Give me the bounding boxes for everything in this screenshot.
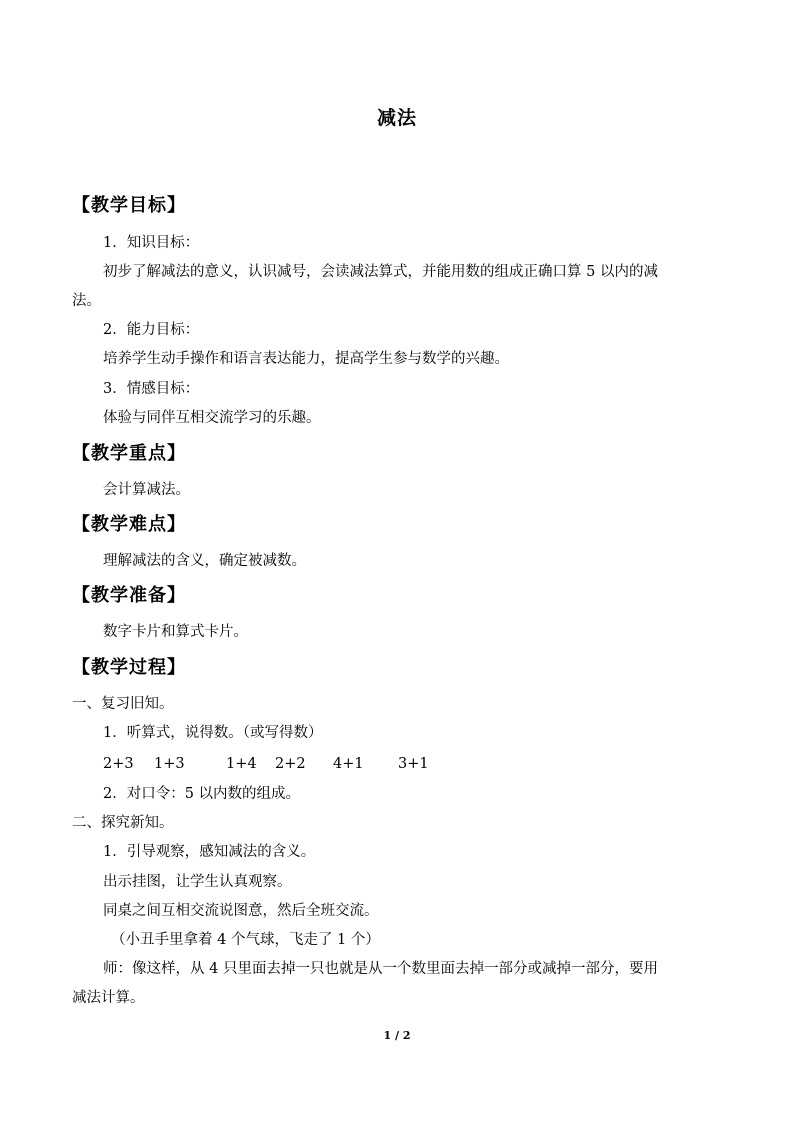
expression-item: 4+1 — [333, 756, 364, 772]
expression-item: 1+3 — [154, 756, 185, 772]
heading-key-points: 【教学重点】 — [72, 443, 186, 464]
objective-2-text: 培养学生动手操作和语言表达能力，提高学生参与数学的兴趣。 — [103, 351, 509, 367]
objective-1-text-line2: 法。 — [72, 293, 101, 309]
expression-item: 2+3 — [103, 756, 134, 772]
document-title: 减法 — [376, 107, 417, 129]
expression-item: 1+4 — [226, 756, 257, 772]
process-part1-title: 一、复习旧知。 — [72, 696, 174, 712]
key-points-text: 会计算减法。 — [103, 482, 190, 498]
process-part2-line2: 同桌之间互相交流说图意，然后全班交流。 — [103, 903, 379, 919]
preparation-text: 数字卡片和算式卡片。 — [103, 624, 248, 640]
expression-row — [103, 756, 443, 776]
heading-process: 【教学过程】 — [72, 657, 186, 678]
objective-1-label: 1．知识目标： — [103, 235, 200, 251]
expression-item: 2+2 — [275, 756, 306, 772]
process-part2-line5: 减法计算。 — [72, 990, 145, 1006]
heading-preparation: 【教学准备】 — [72, 585, 186, 606]
process-part1-item1: 1．听算式，说得数。（或写得数） — [103, 725, 323, 741]
process-part2-title: 二、探究新知。 — [72, 815, 174, 831]
objective-1-text-line1: 初步了解减法的意义，认识减号，会读减法算式，并能用数的组成正确口算 5 以内的减 — [103, 264, 658, 280]
expression-item: 3+1 — [398, 756, 429, 772]
difficulties-text: 理解减法的含义，确定被减数。 — [103, 553, 306, 569]
objective-2-label: 2．能力目标： — [103, 322, 200, 338]
objective-3-text: 体验与同伴互相交流学习的乐趣。 — [103, 410, 321, 426]
heading-difficulties: 【教学难点】 — [72, 514, 186, 535]
process-part2-line1: 出示挂图，让学生认真观察。 — [103, 874, 292, 890]
page-number: 1 / 2 — [383, 1029, 411, 1042]
process-part1-item2: 2．对口令：5 以内数的组成。 — [103, 786, 301, 802]
process-part2-line4: 师：像这样，从 4 只里面去掉一只也就是从一个数里面去掉一部分或减掉一部分，要用 — [103, 961, 658, 977]
objective-3-label: 3．情感目标： — [103, 381, 200, 397]
process-part2-line3: （小丑手里拿着 4 个气球，飞走了 1 个） — [111, 932, 380, 948]
process-part2-item1: 1．引导观察，感知减法的含义。 — [103, 844, 316, 860]
heading-objectives: 【教学目标】 — [72, 195, 186, 216]
